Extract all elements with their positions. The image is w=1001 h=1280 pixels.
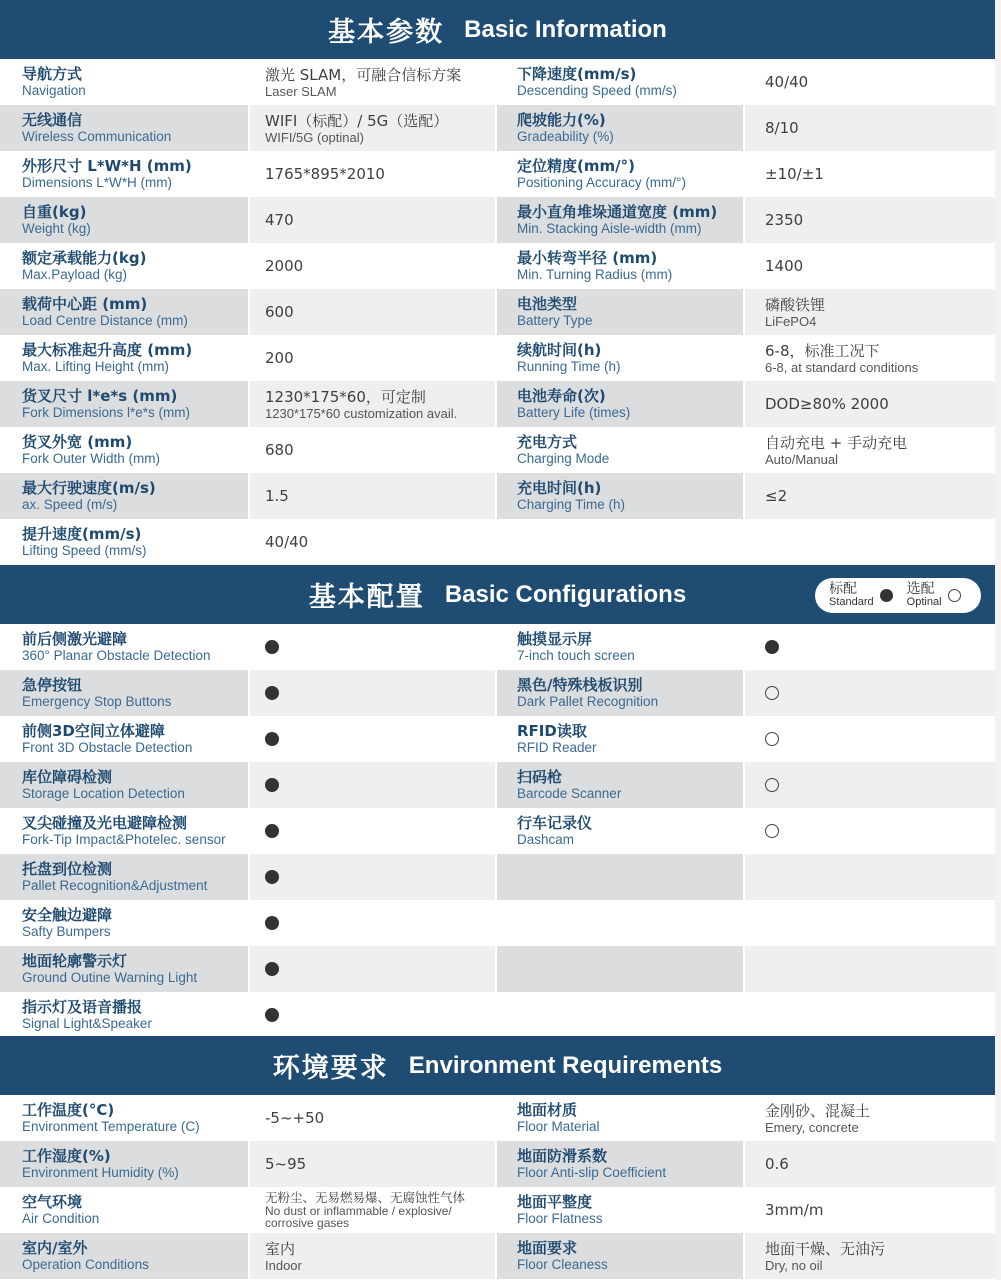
label-cell <box>0 335 248 381</box>
label-en: Lifting Speed (mm/s) <box>22 543 147 558</box>
standard-optional-legend <box>815 578 981 613</box>
value-cell <box>248 1187 495 1233</box>
standard-filled-dot-icon <box>265 916 279 930</box>
mark-cell <box>248 762 495 808</box>
value-sub: Auto/Manual <box>765 451 838 467</box>
value-cell <box>743 59 995 105</box>
value-cell <box>743 427 995 473</box>
value-cell <box>248 151 495 197</box>
label-cell <box>0 519 248 565</box>
label-cell <box>0 1187 248 1233</box>
label-en: 7-inch touch screen <box>517 648 635 663</box>
section-header-basic-information <box>0 0 995 59</box>
table-row <box>0 670 995 716</box>
label-en: Charging Mode <box>517 451 610 466</box>
mark-cell <box>248 854 495 900</box>
value-sub: Dry, no oil <box>765 1257 823 1273</box>
label-cell <box>495 900 743 946</box>
value-main: 680 <box>265 441 294 459</box>
mark-cell <box>248 900 495 946</box>
value-main: 0.6 <box>765 1155 789 1173</box>
table-row <box>0 808 995 854</box>
label-cell <box>0 1233 248 1279</box>
section-title-en: Basic Configurations <box>444 580 687 608</box>
environment-requirements-table <box>0 1095 995 1279</box>
value-cell <box>743 519 995 565</box>
standard-filled-dot-icon <box>265 1008 279 1022</box>
mark-cell <box>248 670 495 716</box>
label-zh: 扫码枪 <box>517 768 563 786</box>
section-header-basic-configurations <box>0 565 995 624</box>
label-en: Floor Cleaness <box>517 1257 608 1272</box>
value-main: 40/40 <box>765 73 809 91</box>
value-cell <box>248 381 495 427</box>
label-en: Gradeability (%) <box>517 129 614 144</box>
label-cell <box>0 854 248 900</box>
value-main: 6-8，标准工况下 <box>765 341 880 360</box>
value-sub: Emery, concrete <box>765 1119 859 1135</box>
legend-optional-zh: 选配 <box>906 580 935 597</box>
table-row <box>0 243 995 289</box>
section-header-environment-requirements <box>0 1036 995 1095</box>
label-en: Wireless Communication <box>22 129 172 144</box>
value-main: 470 <box>265 211 294 229</box>
table-row <box>0 381 995 427</box>
value-cell <box>743 1141 995 1187</box>
table-row <box>0 427 995 473</box>
value-main: 金刚砂、混凝土 <box>765 1101 871 1120</box>
label-zh: 定位精度(mm/°) <box>517 157 635 175</box>
label-zh: 电池寿命(次) <box>517 387 606 405</box>
value-main: ≤2 <box>765 487 788 505</box>
label-zh: 急停按钮 <box>22 676 83 694</box>
label-en: Signal Light&Speaker <box>22 1016 152 1031</box>
label-zh: 指示灯及语音播报 <box>22 998 143 1016</box>
label-zh: RFID读取 <box>517 722 587 740</box>
label-cell <box>495 427 743 473</box>
label-en: Dashcam <box>517 832 575 847</box>
value-main: 磷酸铁锂 <box>765 295 826 314</box>
value-cell <box>248 1233 495 1279</box>
legend-optional <box>906 580 942 609</box>
mark-cell <box>248 716 495 762</box>
label-cell <box>495 808 743 854</box>
empty-circle-icon <box>948 589 961 602</box>
mark-cell <box>743 992 995 1038</box>
label-zh: 最小转弯半径 (mm) <box>517 249 658 267</box>
label-en: Max.Payload (kg) <box>22 267 128 282</box>
value-main: 1400 <box>765 257 804 275</box>
label-zh: 自重(kg) <box>22 203 87 221</box>
label-cell <box>495 1233 743 1279</box>
table-row <box>0 992 995 1038</box>
label-cell <box>495 1095 743 1141</box>
value-main: 1.5 <box>265 487 289 505</box>
value-cell <box>743 243 995 289</box>
label-en: Operation Conditions <box>22 1257 149 1272</box>
label-cell <box>0 105 248 151</box>
table-row <box>0 1095 995 1141</box>
label-cell <box>0 473 248 519</box>
label-cell <box>0 1141 248 1187</box>
label-en: Dark Pallet Recognition <box>517 694 659 709</box>
value-main: 无粉尘、无易燃易爆、无腐蚀性气体 <box>265 1190 466 1205</box>
label-cell <box>495 1141 743 1187</box>
label-zh: 额定承载能力(kg) <box>22 249 147 267</box>
mark-cell <box>743 670 995 716</box>
mark-cell <box>743 900 995 946</box>
page-right-edge <box>995 0 1001 1280</box>
label-en: Emergency Stop Buttons <box>22 694 172 709</box>
value-cell <box>743 1095 995 1141</box>
value-main: 8/10 <box>765 119 799 137</box>
value-main: 激光 SLAM，可融合信标方案 <box>265 65 462 84</box>
value-cell <box>743 197 995 243</box>
mark-cell <box>743 624 995 670</box>
value-cell <box>248 519 495 565</box>
label-zh: 触摸显示屏 <box>517 630 593 648</box>
label-zh: 充电方式 <box>517 433 578 451</box>
legend-standard <box>829 580 874 609</box>
value-main: ±10/±1 <box>765 165 824 183</box>
table-row <box>0 1233 995 1279</box>
standard-filled-dot-icon <box>265 824 279 838</box>
label-zh: 地面轮廓警示灯 <box>22 952 128 970</box>
value-cell <box>248 243 495 289</box>
section-title-zh: 环境要求 <box>272 1053 389 1084</box>
standard-filled-dot-icon <box>765 640 779 654</box>
section-title-zh: 基本参数 <box>328 17 445 48</box>
label-zh: 爬坡能力(%) <box>517 111 606 129</box>
section-title-en: Basic Information <box>464 15 667 43</box>
value-main: 200 <box>265 349 294 367</box>
value-cell <box>248 289 495 335</box>
standard-filled-dot-icon <box>265 778 279 792</box>
label-en: Floor Flatness <box>517 1211 603 1226</box>
value-main: 5~95 <box>265 1155 307 1173</box>
label-en: Environment Humidity (%) <box>22 1165 179 1180</box>
table-row <box>0 473 995 519</box>
label-zh: 续航时间(h) <box>517 341 602 359</box>
label-cell <box>0 670 248 716</box>
value-sub: WIFI/5G (optinal) <box>265 129 364 145</box>
label-en: Air Condition <box>22 1211 100 1226</box>
label-zh: 地面材质 <box>517 1101 578 1119</box>
label-cell <box>495 992 743 1038</box>
label-cell <box>0 427 248 473</box>
table-row <box>0 59 995 105</box>
mark-cell <box>743 716 995 762</box>
optional-empty-circle-icon <box>765 686 779 700</box>
label-cell <box>495 105 743 151</box>
label-zh: 货叉尺寸 l*e*s (mm) <box>22 387 178 405</box>
label-en: Storage Location Detection <box>22 786 185 801</box>
label-en: 360° Planar Obstacle Detection <box>22 648 211 663</box>
label-cell <box>495 151 743 197</box>
label-zh: 货叉外宽 (mm) <box>22 433 133 451</box>
label-zh: 托盘到位检测 <box>22 860 113 878</box>
label-cell <box>495 716 743 762</box>
label-zh: 前侧3D空间立体避障 <box>22 722 165 740</box>
label-cell <box>495 59 743 105</box>
value-main: -5~+50 <box>265 1109 325 1127</box>
label-zh: 导航方式 <box>22 65 83 83</box>
label-zh: 充电时间(h) <box>517 479 602 497</box>
mark-cell <box>743 808 995 854</box>
label-zh: 工作温度(°C) <box>22 1101 115 1119</box>
value-main: 自动充电 + 手动充电 <box>765 433 908 452</box>
label-cell <box>0 59 248 105</box>
value-main: 地面干燥、无油污 <box>765 1239 886 1258</box>
mark-cell <box>248 946 495 992</box>
value-sub: Indoor <box>265 1257 302 1273</box>
label-zh: 黑色/特殊栈板识别 <box>517 676 643 694</box>
standard-filled-dot-icon <box>265 640 279 654</box>
label-en: Min. Stacking Aisle-width (mm) <box>517 221 702 236</box>
label-zh: 地面防滑系数 <box>517 1147 608 1165</box>
label-cell <box>0 808 248 854</box>
label-en: Max. Lifting Height (mm) <box>22 359 170 374</box>
label-cell <box>495 381 743 427</box>
value-sub: 6-8, at standard conditions <box>765 359 919 375</box>
label-en: Load Centre Distance (mm) <box>22 313 188 328</box>
table-row <box>0 900 995 946</box>
label-cell <box>0 900 248 946</box>
table-row <box>0 519 995 565</box>
label-cell <box>0 992 248 1038</box>
label-en: Fork Outer Width (mm) <box>22 451 161 466</box>
label-cell <box>495 624 743 670</box>
value-sub-2: corrosive gases <box>265 1216 350 1230</box>
label-cell <box>495 762 743 808</box>
standard-filled-dot-icon <box>265 686 279 700</box>
table-row <box>0 197 995 243</box>
label-en: Battery Type <box>517 313 593 328</box>
label-en: Descending Speed (mm/s) <box>517 83 677 98</box>
label-en: Safty Bumpers <box>22 924 111 939</box>
label-en: Fork-Tip Impact&Photelec. sensor <box>22 832 226 847</box>
value-sub: No dust or inflammable / explosive/ <box>265 1204 452 1218</box>
label-zh: 载荷中心距 (mm) <box>22 295 148 313</box>
label-cell <box>495 854 743 900</box>
label-cell <box>0 1095 248 1141</box>
label-cell <box>495 946 743 992</box>
label-en: Floor Material <box>517 1119 600 1134</box>
value-main: 40/40 <box>265 533 309 551</box>
label-zh: 最大行驶速度(m/s) <box>22 479 156 497</box>
standard-filled-dot-icon <box>265 962 279 976</box>
label-cell <box>495 519 743 565</box>
standard-filled-dot-icon <box>265 732 279 746</box>
label-cell <box>495 335 743 381</box>
legend-standard-en: Standard <box>829 595 874 608</box>
label-cell <box>0 381 248 427</box>
label-en: Positioning Accuracy (mm/°) <box>517 175 686 190</box>
label-cell <box>495 243 743 289</box>
label-zh: 地面要求 <box>517 1239 578 1257</box>
label-zh: 室内/室外 <box>22 1239 88 1257</box>
label-en: Running Time (h) <box>517 359 621 374</box>
value-cell <box>248 1095 495 1141</box>
table-row <box>0 624 995 670</box>
label-en: Ground Outine Warning Light <box>22 970 198 985</box>
label-zh: 叉尖碰撞及光电避障检测 <box>22 814 188 832</box>
label-en: Min. Turning Radius (mm) <box>517 267 673 282</box>
value-main: 2000 <box>265 257 304 275</box>
value-cell <box>743 1187 995 1233</box>
basic-information-table <box>0 59 995 565</box>
label-en: Environment Temperature (C) <box>22 1119 200 1134</box>
label-zh: 库位障碍检测 <box>22 768 113 786</box>
section-title-zh: 基本配置 <box>308 582 425 613</box>
mark-cell <box>743 946 995 992</box>
value-main: 600 <box>265 303 294 321</box>
value-sub: 1230*175*60 customization avail. <box>265 405 458 421</box>
label-cell <box>495 197 743 243</box>
label-cell <box>495 473 743 519</box>
value-main: 室内 <box>265 1239 296 1258</box>
value-cell <box>743 335 995 381</box>
label-en: ax. Speed (m/s) <box>22 497 118 512</box>
mark-cell <box>248 992 495 1038</box>
label-cell <box>0 946 248 992</box>
label-en: Charging Time (h) <box>517 497 626 512</box>
basic-configurations-table <box>0 624 995 1038</box>
label-cell <box>0 289 248 335</box>
value-cell <box>743 105 995 151</box>
table-row <box>0 1141 995 1187</box>
table-row <box>0 946 995 992</box>
label-zh: 地面平整度 <box>517 1193 593 1211</box>
value-main: WIFI（标配）/ 5G（选配） <box>265 111 449 130</box>
label-en: RFID Reader <box>517 740 597 755</box>
value-cell <box>248 1141 495 1187</box>
legend-standard-zh: 标配 <box>829 580 857 597</box>
label-en: Fork Dimensions l*e*s (mm) <box>22 405 191 420</box>
label-zh: 最小直角堆垛通道宽度 (mm) <box>517 203 718 221</box>
label-zh: 前后侧激光避障 <box>22 630 128 648</box>
label-cell <box>0 624 248 670</box>
label-cell <box>0 716 248 762</box>
value-main: 1765*895*2010 <box>265 165 385 183</box>
value-sub: LiFePO4 <box>765 313 817 329</box>
label-zh: 提升速度(mm/s) <box>22 525 142 543</box>
label-cell <box>0 762 248 808</box>
label-cell <box>0 151 248 197</box>
table-row <box>0 151 995 197</box>
optional-empty-circle-icon <box>765 732 779 746</box>
table-row <box>0 105 995 151</box>
mark-cell <box>743 854 995 900</box>
label-cell <box>0 243 248 289</box>
label-cell <box>495 1187 743 1233</box>
mark-cell <box>248 624 495 670</box>
value-cell <box>743 473 995 519</box>
value-main: DOD≥80% 2000 <box>765 395 889 413</box>
value-main: 2350 <box>765 211 804 229</box>
label-en: Floor Anti-slip Coefficient <box>517 1165 667 1180</box>
value-cell <box>248 427 495 473</box>
label-zh: 行车记录仪 <box>517 814 593 832</box>
label-en: Weight (kg) <box>22 221 91 236</box>
optional-empty-circle-icon <box>765 824 779 838</box>
table-row <box>0 335 995 381</box>
value-cell <box>743 381 995 427</box>
table-row <box>0 762 995 808</box>
standard-filled-dot-icon <box>265 870 279 884</box>
table-row <box>0 1187 995 1233</box>
label-en: Front 3D Obstacle Detection <box>22 740 193 755</box>
value-cell <box>248 59 495 105</box>
label-zh: 电池类型 <box>517 295 578 313</box>
table-row <box>0 716 995 762</box>
value-cell <box>743 1233 995 1279</box>
mark-cell <box>248 808 495 854</box>
label-cell <box>495 289 743 335</box>
label-zh: 无线通信 <box>22 111 83 129</box>
label-zh: 工作湿度(%) <box>22 1147 111 1165</box>
table-row <box>0 289 995 335</box>
label-cell <box>0 197 248 243</box>
label-zh: 外形尺寸 L*W*H (mm) <box>22 157 192 175</box>
section-title-en: Environment Requirements <box>408 1051 723 1079</box>
label-en: Pallet Recognition&Adjustment <box>22 878 208 893</box>
value-cell <box>743 289 995 335</box>
label-en: Navigation <box>22 83 86 98</box>
value-main: 1230*175*60，可定制 <box>265 387 426 406</box>
label-zh: 安全触边避障 <box>22 906 113 924</box>
label-zh: 空气环境 <box>22 1193 83 1211</box>
label-en: Battery Life (times) <box>517 405 631 420</box>
value-cell <box>248 197 495 243</box>
optional-empty-circle-icon <box>765 778 779 792</box>
label-zh: 下降速度(mm/s) <box>517 65 637 83</box>
table-row <box>0 854 995 900</box>
label-zh: 最大标准起升高度 (mm) <box>22 341 193 359</box>
legend-optional-en: Optinal <box>906 595 942 608</box>
value-cell <box>743 151 995 197</box>
label-en: Barcode Scanner <box>517 786 622 801</box>
value-cell <box>248 473 495 519</box>
mark-cell <box>743 762 995 808</box>
filled-dot-icon <box>880 589 893 602</box>
value-sub: Laser SLAM <box>265 83 337 99</box>
value-main: 3mm/m <box>765 1201 824 1219</box>
label-cell <box>495 670 743 716</box>
label-en: Dimensions L*W*H (mm) <box>22 175 173 190</box>
value-cell <box>248 105 495 151</box>
value-cell <box>248 335 495 381</box>
